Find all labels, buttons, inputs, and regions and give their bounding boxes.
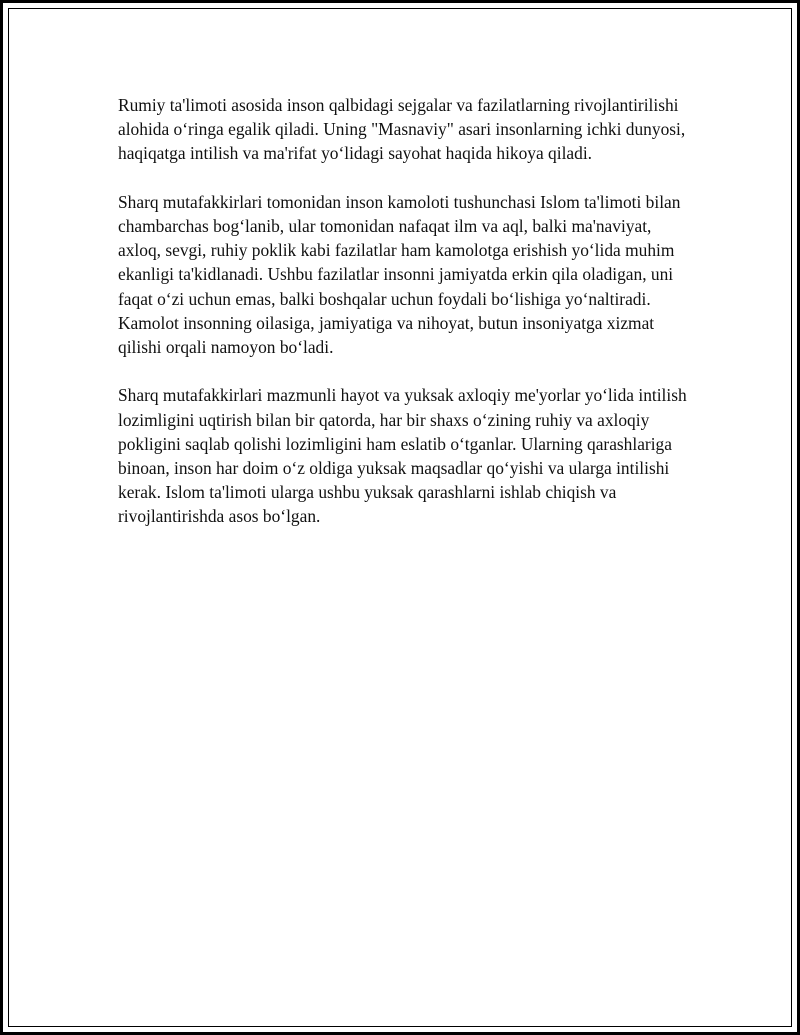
paragraph-3: Sharq mutafakkirlari mazmunli hayot va yuksak axloqiy me'yorlar yo‘lida intilish lozimligini uqtirish bilan bir qatorda, har bir shaxs o‘zining ruhiy va axloqiy pokligini saqlab qolishi lozimligini ham eslatib o‘tganlar. Ularning qarashlariga binoan, inson har doim o‘z oldiga yuksak maqsadlar qo‘yishi va ularga intilishi kerak. Islom ta'limoti ularga ushbu yuksak qarashlarni ishlab chiqish va rivojlantirishda asos bo‘lgan. — [118, 385, 687, 527]
paragraph-1: Rumiy ta'limoti asosida inson qalbidagi sejgalar va fazilatlarning rivojlantirilishi alohida o‘ringa egalik qiladi. Uning "Masnaviy" asari insonlarning ichki dunyosi, haqiqatga intilish va ma'rifat yo‘lidagi sayohat haqida hikoya qiladi. — [118, 95, 686, 164]
document-body — [118, 93, 693, 553]
paragraph-2: Sharq mutafakkirlari tomonidan inson kamoloti tushunchasi Islom ta'limoti bilan chambarchas bog‘lanib, ular tomonidan nafaqat ilm va aql, balki ma'naviyat, axloq, sevgi, ruhiy poklik kabi fazilatlar ham kamolotga erishish yo‘lida muhim ekanligi ta'kidlanadi. Ushbu fazilatlar insonni jamiyatda erkin qila oladigan, uni faqat o‘zi uchun emas, balki boshqalar uchun foydali bo‘lishiga yo‘naltiradi. Kamolot insonning oilasiga, jamiyatiga va nihoyat, butun insoniyatga xizmat qilishi orqali namoyon bo‘ladi. — [118, 191, 681, 358]
